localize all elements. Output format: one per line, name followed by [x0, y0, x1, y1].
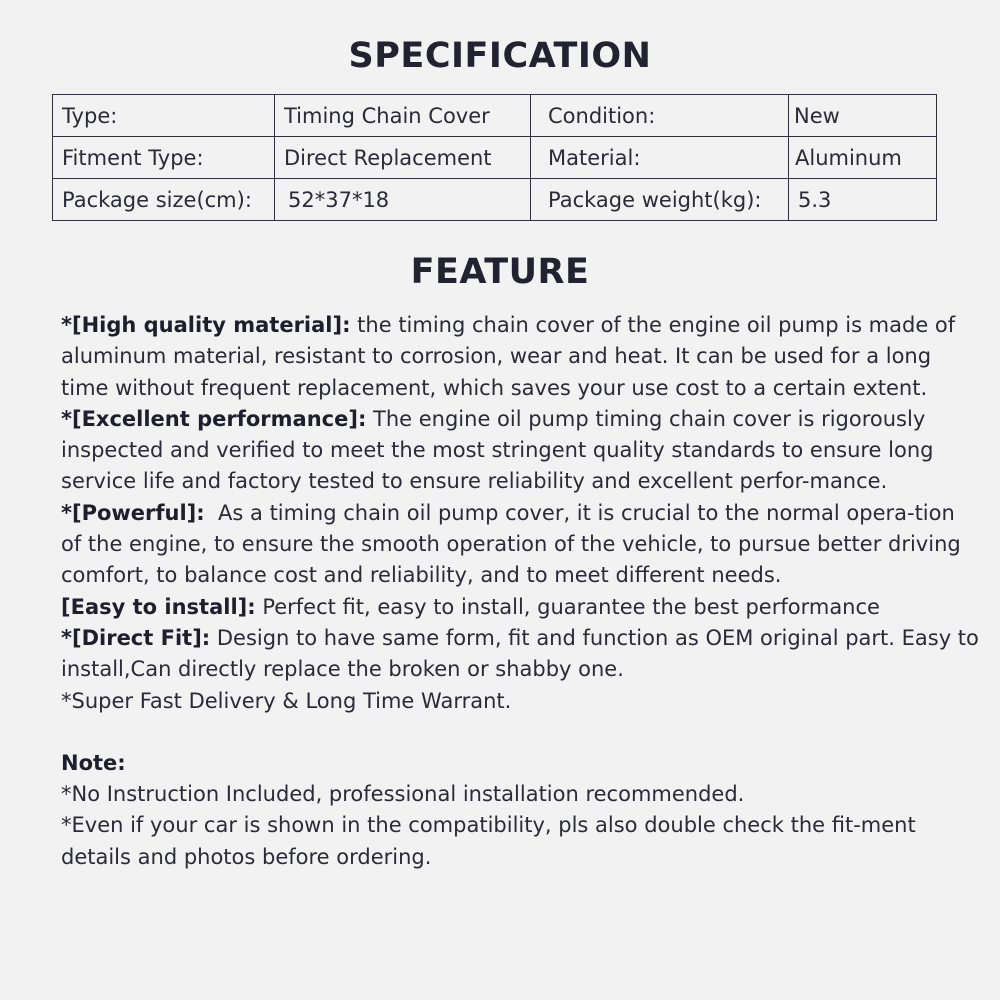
- feature-heading: *[Direct Fit]:: [61, 625, 211, 650]
- spec-label: Fitment Type:: [53, 137, 275, 179]
- feature-title: FEATURE: [410, 252, 590, 292]
- feature-item: [61, 498, 981, 592]
- feature-text: As a timing chain oil pump cover, it is crucial to the normal opera-tion of the engine, to ensure the smooth operation of the vehicle, to pursue better driving comfort, to balance cost and reliability, and to meet different needs.: [61, 500, 968, 588]
- feature-item: [61, 404, 981, 498]
- specification-title: SPECIFICATION: [348, 36, 652, 76]
- spec-value: 52*37*18: [275, 179, 531, 221]
- table-row: [53, 137, 937, 179]
- feature-item: [61, 310, 981, 404]
- table-row: [53, 179, 937, 221]
- feature-item: [61, 592, 981, 623]
- spec-value: Direct Replacement: [275, 137, 531, 179]
- note-line: *No Instruction Included, professional installation recommended.: [61, 782, 745, 807]
- feature-text: The engine oil pump timing chain cover is rigorously inspected and verified to meet the most stringent quality standards to ensure long service life and factory tested to ensure reliability and excellent perfor-mance.: [61, 406, 934, 494]
- specification-table: [52, 94, 937, 221]
- feature-heading: *[Excellent performance]:: [61, 406, 367, 431]
- feature-text: Perfect fit, easy to install, guarantee the best performance: [255, 594, 880, 619]
- spec-value: New: [789, 95, 937, 137]
- feature-heading: *[High quality material]:: [61, 313, 351, 337]
- note-line: *Even if your car is shown in the compatibility, pls also double check the fit-ment details and photos before ordering.: [61, 813, 916, 869]
- spec-label: Type:: [53, 95, 275, 137]
- feature-item: [61, 623, 981, 686]
- table-row: [53, 95, 937, 137]
- note-heading: Note:: [61, 750, 126, 775]
- feature-heading: *[Powerful]:: [61, 500, 205, 525]
- spec-label: Package weight(kg):: [531, 179, 789, 221]
- spec-label: Material:: [531, 137, 789, 179]
- spec-label: Condition:: [531, 95, 789, 137]
- spec-value: Aluminum: [789, 137, 937, 179]
- spec-value: Timing Chain Cover: [275, 95, 531, 137]
- delivery-line: *Super Fast Delivery & Long Time Warrant.: [61, 688, 512, 713]
- feature-text: the timing chain cover of the engine oil pump is made of aluminum material, resistant to corrosion, wear and heat. It can be used for a long time without frequent replacement, which saves your use cost to a certain extent.: [61, 313, 956, 400]
- spec-value: 5.3: [789, 179, 937, 221]
- feature-heading: [Easy to install]:: [61, 594, 256, 619]
- feature-list: [61, 310, 981, 873]
- spec-label: Package size(cm):: [53, 179, 275, 221]
- feature-text: Design to have same form, fit and function as OEM original part. Easy to install,Can directly replace the broken or shabby one.: [61, 625, 979, 682]
